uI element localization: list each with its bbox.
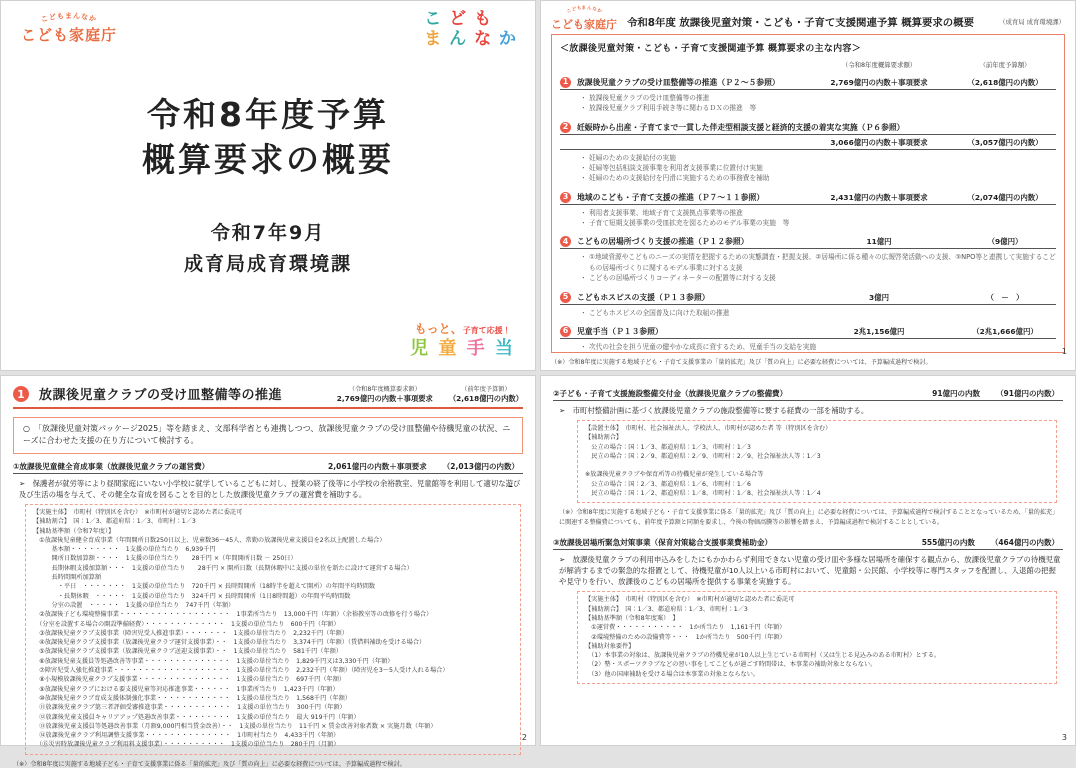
section2-title: ②子ども・子育て支援施設整備交付金（放課後児童クラブの整備費） [553,389,788,398]
budget-item-title-row [560,326,1056,339]
request-amount-value: 2,769億円の内数＋事項要求 [336,394,433,403]
kodomo-mannaka-logo [424,9,517,49]
main-contents-box [551,34,1065,353]
item-previous-amount: （9億円） [987,237,1023,247]
budget-item [560,236,1056,283]
previous-amount-value: （2,618億円の内数） [448,394,523,403]
detail-line: ②環境整備のための設備費等・・・ 1か所当たり 500千円（年額） [585,633,786,641]
budget-item-title-row [560,192,1056,205]
request-amount-label: （令和8年度概算要求額） [348,386,421,393]
item-number-badge: 3 [560,192,571,203]
cover-title-line2: 概算要求の概要 [142,139,394,179]
item-title: 妊娠時から出産・子育てまで一貫した伴走型相談支援と経済的支援の着実な実施（Ｐ６参照） [577,122,905,132]
logo-char: こ [424,9,443,29]
page-number: 2 [521,733,527,742]
detail-line: ⑤放課後児童クラブ支援事業（放課後児童クラブ送迎支援事業）・・ 1支援の単位当たり 581千円（年額） [33,648,343,656]
detail-line: ・平日 ・・・・・・・ 1支援の単位当たり 720千円 × 長時間開所（18時半を超えて開所）の年間平均時間数 [33,583,376,591]
page2-title: 放課後児童クラブの受け皿整備等の推進 [39,388,283,403]
logo-char: も [474,9,493,29]
jidou-teate-logo [410,318,515,361]
item-request-amount: 2兆1,156億円 [853,326,905,336]
detail-line: ⑪放課後児童クラブ第三者評価受審推進事業・・・・・・・・・・・ 1支援の単位当たり 300千円（年額） [33,704,346,712]
jidou-logo-tagline: 子育て応援！ [462,325,511,335]
item-bullet-list [580,342,1056,352]
item-bullet-list [580,208,1056,229]
page-cover [0,0,536,371]
cover-title [1,93,535,182]
agency-logo-name: こども家庭庁 [21,26,118,44]
detail-line: 公立の場合：国：1／3、都道府県：1／3、市町村：1／3 [585,443,751,451]
logo-char: な [474,29,493,50]
footnote-section2: （※）令和8年度に実施する地域子ども・子育て支援事業に係る「量的拡充」及び「質の向上」に必要な経費については、予算編成過程で検討することとなっているため、「量的拡充」に関連する整備費についても、前年度予算額と同額を要求し、今後の物価高騰等の影響を踏まえ、予算編成過程で検討することとしている。 [559,509,1056,526]
previous-amount-label: （前年度予算額） [461,386,511,393]
mannaka-logo-line2 [424,29,517,49]
item-bullet-list [580,93,1056,114]
section1-description: ➢ 保護者が就労等により昼間家庭にいない小学校に就学しているこどもに対し、授業の終了後等に小学校の余裕教室、児童館等を利用して適切な遊び及び生活の場を与えて、その健全な育成を図ることを目的とした放課後児童クラブの運営費を補助する。 [19,478,521,499]
detail-line: ⑩放課後児童クラブ育成支援体制強化事業・・・・・・・・・・・・ 1支援の単位当たり 1,568千円（年額） [33,694,352,702]
page-number: 3 [1061,733,1067,742]
page-number: 1 [1061,347,1067,356]
item-bullet-list [580,153,1056,184]
item-title: こどもホスピスの支援（Ｐ１３参照） [577,292,710,302]
detail-line: 【実施主体】 市町村（特別区を含む） ※市町村が適切と認めた者に委託可 [33,509,243,516]
section2-heading [553,388,1063,401]
page-1-overview [540,0,1076,371]
detail-line [585,461,1049,470]
detail-line: 基本額・・・・・・・・ 1支援の単位当たり 6,939千円 [33,546,216,554]
budget-item-amount-row [560,137,1056,150]
detail-line: ⑫放課後児童支援員キャリアアップ処遇改善事業・・・・・・・・・ 1支援の単位当たり 最大 919千円（年額） [33,713,360,721]
detail-line: 【補助基準額（令和7年度）】 [33,527,115,535]
detail-line: 長期休暇支援加算額・・・ 1支援の単位当たり 28千円 × 開所日数（長期休暇中に支援の単位を新たに設けて運営する場合） [33,564,413,572]
jidou-logo-motto: もっと、 [414,321,463,336]
footnote: （※）令和8年度に実施する地域子ども・子育て支援事業に係る「量的拡充」及び「質の向上」に必要な経費については、予算編成過程で検討。 [13,760,406,768]
detail-line: ④放課後児童クラブ支援事業（放課後児童クラブ運営支援事業）・・ 1支援の単位当たり 3,374千円（年額）（賃借料補助を受ける場合） [33,639,426,647]
detail-line: 長時間開所加算額 [33,574,102,582]
page1-title: 令和8年度 放課後児童対策・こども・子育て支援関連予算 概算要求の概要 [627,17,974,29]
item-previous-amount: （2,618億円の内数） [967,77,1043,87]
detail-line: ⑬放課後児童支援員等処遇改善事業（月額9,000円相当賃金改善）・・ 1支援の単位当たり 11千円 × 賃金改善対象者数 × 実施月数（年額） [33,722,437,730]
section2-amount: 91億円の内数 [932,389,981,398]
budget-item [560,326,1056,352]
detail-line: 【補助割合】 国：1／3、都道府県：1／3、市町村：1／3 [33,518,196,526]
cover-title-line1: 令和8年度予算 [147,95,389,134]
section3-heading [553,537,1063,550]
detail-line: ⑥放課後児童支援員等処遇改善等事業・・・・・・・・・・・・・・ 1支援の単位当たり 1,829千円又は3,330千円（年額） [33,657,394,665]
detail-line: ⑧小規模放課後児童クラブ支援事業・・・・・・・・・・・・・・・ 1支援の単位当たり 697千円（年額） [33,676,346,684]
detail-line: （3）他の国庫補助を受ける場合は本事業の対象とならない。 [585,670,760,678]
section1-amount: 2,061億円の内数＋事項要求 [328,461,427,471]
detail-line: 【実施主体】 市町村（特別区を含む） ※市町村が適切と認めた者に委託可 [585,596,795,604]
item-bullet-list [580,308,1056,318]
contents-box-title: ＜放課後児童対策・こども・子育て支援関連予算 概算要求の主な内容＞ [560,43,862,54]
detail-line: 【補助対象要件】 [585,642,635,650]
item-request-amount: 2,769億円の内数＋事項要求 [830,77,928,87]
logo-char: ん [449,29,468,50]
section-number-badge: 1 [13,386,29,402]
detail-line: 【補助基準額（令和8年度案） 】 [585,614,679,622]
agency-logo-name: こども家庭庁 [551,18,617,31]
budget-item-title-row [560,236,1056,249]
column-header-request: （令和8年度概算要求額） [841,60,917,69]
item-bullet: ・ 放課後児童クラブ利用手続き等に関わるＤＸの推進 等 [580,103,1056,113]
item-bullet: ・ ①地域資源やこどものニーズの実情を把握するための実態調査・把握支援、②居場所に係る種々の広報啓発活動への支援、③NPO等と連携して実施するこどもの居場所づくりに関するモデル事業に対する支援 [580,252,1056,273]
item-title: 放課後児童クラブの受け皿整備等の推進（Ｐ２～５参照） [577,77,780,87]
mannaka-logo-line1 [424,9,517,29]
page-3-detail [540,375,1076,746]
detail-line: （2）塾・スポーツクラブなどの習い事をしてこどもが過ごす時間帯は、本事業の補助対象とならない。 [585,661,877,669]
budget-item [560,192,1056,229]
jidou-logo-name [410,338,515,361]
item-bullet: ・ 妊婦等包括相談支援事業を利用者支援事業に位置付け実施 [580,163,1056,173]
column-header-previous: （前年度予算額） [979,60,1031,69]
page2-amount-columns [337,384,523,404]
budget-item [560,292,1056,318]
cover-subtitle-date: 令和7年9月 [210,222,326,245]
item-number-badge: 1 [560,77,571,88]
budget-item [560,122,1056,184]
item-previous-amount: （3,057億円の内数） [967,137,1043,147]
section1-previous-amount: （2,013億円の内数） [442,461,519,471]
item-number-badge: 2 [560,122,571,133]
item-number-badge: 5 [560,292,571,303]
detail-line: （1）本事業の対象は、放課後児童クラブの待機児童が10人以上生じている市町村（又は生じる見込みのある市町村）とする。 [585,652,941,660]
section3-title: ③放課後居場所緊急対策事業（保育対策総合支援事業費補助金） [553,538,773,548]
detail-line: 民立の場合：国：1／2、都道府県：1／8、市町村：1／8、社会福祉法人等：1／4 [585,489,821,497]
detail-line: ①運営費・・・・・・・・・・・ 1か所当たり 1,161千円（年額） [585,624,786,632]
agency-logo-small [551,7,617,32]
item-previous-amount: （2兆1,666億円） [972,326,1038,336]
budget-items-list [560,77,1056,353]
item-title: 児童手当（Ｐ１３参照） [577,326,663,336]
detail-line: 【補助割合】 [585,434,623,442]
budget-item-title-row [560,77,1056,90]
section3-amount: 555億円の内数 [921,538,975,548]
footnote: （※）令和8年度に実施する地域子ども・子育て支援事業の「量的拡充」及び「質の向上」に必要な経費については、予算編成過程で検討。 [551,358,932,366]
page2-header [13,384,523,409]
item-previous-amount: （2,074億円の内数） [967,192,1043,202]
item-request-amount: 3,066億円の内数＋事項要求 [830,137,928,147]
detail-line: ②放課後子ども環境整備事業・・・・・・・・・・・・・・・・・・ 1事業所当たり 13,000千円（年額）（余裕教室等の改修を行う場合） [33,611,433,619]
section2-previous-amount: （91億円の内数） [996,389,1059,398]
item-number-badge: 6 [560,326,571,337]
section2-description: ➢ 市町村整備計画に基づく放課後児童クラブの施設整備等に要する経費の一部を補助する。 [559,406,869,415]
budget-item-title-row [560,122,1056,135]
subsidy-detail-box [25,504,521,755]
item-title: こどもの居場所づくり支援の推進（Ｐ１２参照） [577,237,749,247]
item-request-amount: 3億円 [869,292,889,302]
item-number-badge: 4 [560,236,571,247]
agency-logo-arc-text: こどもまんなか [565,6,603,15]
section1-heading [13,461,523,474]
page-2-detail [0,375,536,768]
detail-line: ※放課後児童クラブや保育所等の待機児童が発生している場合等 [585,471,764,479]
detail-line: ⑨放課後児童クラブにおける要支援児童等対応推進事業・・・・・・ 1事業所当たり 1,423千円（年額） [33,685,339,693]
section3-previous-amount: （464億円の内数） [990,538,1059,548]
budget-item-title-row [560,292,1056,305]
emergency-program-box [577,591,1057,684]
facility-subsidy-box [577,420,1057,503]
cover-subtitle-dept: 成育局成育環境課 [183,253,352,276]
item-bullet-list [580,252,1056,283]
logo-char: か [499,29,517,50]
item-bullet: ・ こどもホスピスの全国普及に向けた取組の推進 [580,308,1056,318]
item-bullet: ・ 次代の社会を担う児童の健やかな成長に資するため、児童手当の支給を実施 [580,342,1056,352]
policy-intro-box: ○ 「放課後児童対策パッケージ2025」等を踏まえ、文部科学省とも連携しつつ、放課後児童クラブの受け皿整備や待機児童の状況、ニーズに合わせた支援の在り方について検討する。 [13,417,523,454]
item-bullet: ・ こどもの居場所づくりコーディネーターの配置等に対する支援 [580,273,1056,283]
detail-line: 分室の設置 ・・・・・ 1支援の単位当たり 747千円（年額） [33,601,235,609]
logo-char: ま [424,29,443,50]
item-bullet: ・ 放課後児童クラブの受け皿整備等の推進 [580,93,1056,103]
kodomo-katei-agency-logo [21,11,117,45]
request-amount-column [337,384,433,404]
section1-title: ①放課後児童健全育成事業（放課後児童クラブの運営費） [13,461,210,471]
detail-line: 【設置主体】 市町村、社会福祉法人、学校法人、市町村が認めた者 等（特別区を含む） [585,425,832,433]
item-bullet: ・ 妊婦のための支援給付を円滑に実施するための事務費を補助 [580,173,1056,183]
detail-line: （分室を設置する場合の開設準備経費）・・・・・・・・・・・・・ 1支援の単位当たり 600千円（年額） [33,620,340,628]
detail-line: ・長期休暇 ・・・・・ 1支援の単位当たり 324千円 × 長時間開所（1日8時間超）の年間平均時間数 [33,592,351,600]
budget-item [560,77,1056,114]
agency-logo-arc-text: こどもまんなか [40,12,98,24]
item-request-amount: 2,431億円の内数＋事項要求 [830,192,928,202]
section3-description: ➢ 放課後児童クラブの利用申込みをしたにもかかわらず利用できない児童の受け皿や多様な居場所を確保する観点から、放課後児童クラブの待機児童が解消するまでの緊急的な措置として、待機児童が10人以上いる市町村において、児童館・公民館、小学校等に専門スタッフを配置し、入退館の把握や見守りを行い、放課後のこどもの居場所を提供する事業を実施する。 [559,555,1061,587]
item-previous-amount: （ － ） [986,292,1024,302]
page1-department: （成育局 成育環境課） [999,18,1065,26]
detail-line: ①放課後児童健全育成事業（年間開所日数250日以上、児童数36～45人、常勤の放課後児童支援員を2名以上配置した場合） [33,536,386,544]
item-bullet: ・ 子育て短期支援事業の受皿拡充を図るためのモデル事業の実施 等 [580,218,1056,228]
logo-char: ど [449,9,468,29]
logo-char: 童 [438,337,459,359]
logo-char: 当 [495,337,515,359]
detail-line: ⑦障害児受入強化推進事業・・・・・・・・・・・・・・・・・・・ 1支援の単位当たり 2,232千円（年額）（障害児を3～5人受け入れる場合） [33,667,449,675]
detail-line: 公立の場合：国：2／3、都道府県：1／6、市町村：1／6 [585,480,751,488]
item-bullet: ・ 利用者支援事業、地域子育て支援拠点事業等の推進 [580,208,1056,218]
item-title: 地域のこども・子育て支援の推進（Ｐ７～１１参照） [577,192,765,202]
previous-amount-column [449,384,523,404]
detail-line: 開所日数加算額・・・・ 1支援の単位当たり 28千円 ×（年間開所日数 － 250日） [33,555,297,563]
page1-header [551,7,1065,32]
cover-subtitle [1,218,535,281]
detail-line: 【補助割合】 国：1／3、都道府県：1／3、市町村：1／3 [585,605,748,613]
item-request-amount: 11億円 [866,237,892,247]
detail-line: （⑮災害時放課後児童クラブ利用料支援事業）・・・・・・・・・・ 1支援の単位当たり 280千円（月額） [33,741,340,749]
detail-line: ⑭放課後児童クラブ利用調整支援事業・・・・・・・・・・・・・・ 1市町村当たり 4,433千円（年額） [33,732,340,740]
logo-char: 児 [410,337,431,359]
detail-line: 民立の場合：国：2／9、都道府県：2／9、市町村：2／9、社会福祉法人等：1／3 [585,453,821,460]
item-bullet: ・ 妊婦のための支援給付の実施 [580,153,1056,163]
detail-line: ③放課後児童クラブ支援事業（障害児受入推進事業）・・・・・・・ 1支援の単位当たり 2,232千円（年額） [33,629,348,637]
amount-column-headers [560,60,1056,69]
logo-char: 手 [466,337,487,359]
